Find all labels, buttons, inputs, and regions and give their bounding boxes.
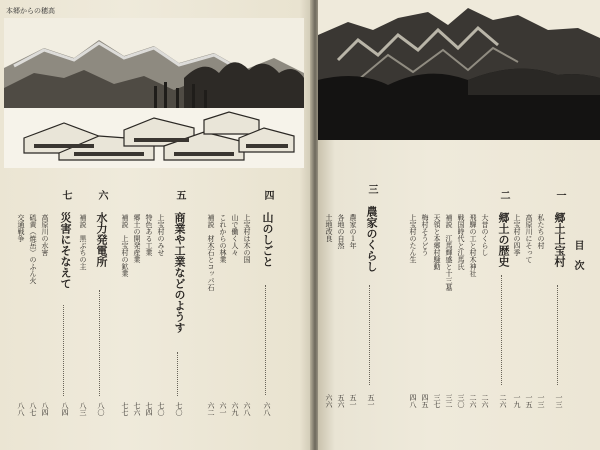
- section-4-number: 四: [262, 190, 273, 200]
- section-1-item-2-page: 一五: [525, 394, 533, 408]
- section-7-item-1-page: 八四: [41, 402, 49, 416]
- section-2-item-3-page: 三〇: [457, 394, 465, 408]
- section-5-item-1: 上宝村のみせ: [157, 214, 165, 256]
- section-2-item-1-page: 二六: [481, 394, 489, 408]
- section-2-item-5: 天領と本郷村騒動: [433, 214, 441, 270]
- section-7-number: 七: [60, 190, 71, 200]
- section-2-number: 二: [498, 190, 509, 200]
- section-5-item-4-page: 七七: [121, 402, 129, 416]
- section-7-item-3-page: 八八: [17, 402, 25, 416]
- section-3-item-2-page: 五六: [337, 394, 345, 408]
- section-2-page: 二六: [499, 394, 507, 408]
- section-3-item-1-page: 五一: [349, 394, 357, 408]
- section-6-number: 六: [96, 190, 107, 200]
- section-1-item-2: 高原川にそって: [525, 214, 533, 263]
- section-4-item-4-page: 六二: [207, 402, 215, 416]
- section-4-item-1-page: 六八: [243, 402, 251, 416]
- section-7-item-2: 硫黄（焼岳）のふん火: [29, 214, 37, 284]
- section-2-item-1: 大昔のくらし: [481, 214, 489, 256]
- section-5-page: 七〇: [175, 402, 183, 416]
- section-4-item-1: 上宝村は木の国: [243, 214, 251, 263]
- section-7-page: 八四: [61, 402, 69, 416]
- section-6-item-1: 補説 黒ぶちの主: [79, 214, 87, 270]
- section-1-item-3: 上宝村の四季: [513, 214, 521, 256]
- section-5-item-2: 特色ある工業: [145, 214, 153, 256]
- section-7-item-3: 交通戦争: [17, 214, 25, 242]
- section-2-item-5-page: 三七: [433, 394, 441, 408]
- section-3-item-2: 各地の自然: [337, 214, 345, 249]
- section-1-item-1-page: 一三: [537, 394, 545, 408]
- section-1-item-3-page: 一九: [513, 394, 521, 408]
- section-6-page: 八〇: [97, 402, 105, 416]
- section-3-heading: 農家のくらし: [365, 206, 378, 272]
- section-2-item-2: 飛騨の工と村木神社: [469, 214, 477, 277]
- section-4-item-3-page: 六一: [219, 402, 227, 416]
- section-2-item-4-page: 三二: [445, 394, 453, 408]
- section-2-item-7: 上宝村のたん生: [409, 214, 417, 263]
- section-4-item-2-page: 六九: [231, 402, 239, 416]
- section-extra-item-1: 土地改良: [325, 214, 333, 242]
- section-extra-item-1-page: 六六: [325, 394, 333, 408]
- section-2-item-6-page: 四五: [421, 394, 429, 408]
- section-1-page: 一三: [555, 394, 563, 408]
- section-5-item-2-page: 七四: [145, 402, 153, 416]
- section-5-item-4: 補説 上宝村の鉱業: [121, 214, 129, 277]
- section-1-number: 一: [554, 190, 565, 200]
- section-2-item-7-page: 四八: [409, 394, 417, 408]
- section-2-item-2-page: 二六: [469, 394, 477, 408]
- section-4-item-4: 補説 材木石とコッパ石: [207, 214, 215, 291]
- section-5-heading: 商業や工業などのようす: [173, 212, 186, 333]
- section-5-item-1-page: 七〇: [157, 402, 165, 416]
- section-5-number: 五: [174, 190, 185, 200]
- photo-caption: 本郷からの穂高: [6, 7, 55, 15]
- section-3-page: 五一: [367, 394, 375, 408]
- section-2-item-4: 補説 江馬輝盛と十三墓: [445, 214, 453, 291]
- section-4-heading: 山のしごと: [261, 212, 274, 267]
- section-5-item-3: 郷土の開発産業: [133, 214, 141, 263]
- section-7-item-2-page: 八七: [29, 402, 37, 416]
- right-page: [318, 0, 600, 450]
- section-6-heading: 水力発電所: [95, 212, 108, 267]
- section-4-item-3: これからの林業: [219, 214, 227, 263]
- section-3-item-1: 農家の１年: [349, 214, 357, 249]
- section-2-heading: 郷土の歴史: [497, 212, 510, 267]
- section-4-page: 六八: [263, 402, 271, 416]
- section-6-item-1-page: 八三: [79, 402, 87, 416]
- section-2-item-6: 梅村そうどう: [421, 214, 429, 256]
- section-2-item-3: 戦国時代と江馬氏: [457, 214, 465, 270]
- section-7-item-1: 高原川の水害: [41, 214, 49, 256]
- section-4-item-2: 山で働く人々: [231, 214, 239, 256]
- section-3-number: 三: [366, 184, 377, 194]
- section-7-heading: 災害にそなえて: [59, 212, 72, 289]
- snowy-village-illustration: [4, 18, 304, 168]
- toc-title: 目 次: [572, 240, 583, 270]
- section-5-item-3-page: 七六: [133, 402, 141, 416]
- section-1-heading: 郷土上宝村: [553, 212, 566, 267]
- mountain-illustration: [318, 0, 600, 140]
- section-1-item-1: 私たちの村: [537, 214, 545, 249]
